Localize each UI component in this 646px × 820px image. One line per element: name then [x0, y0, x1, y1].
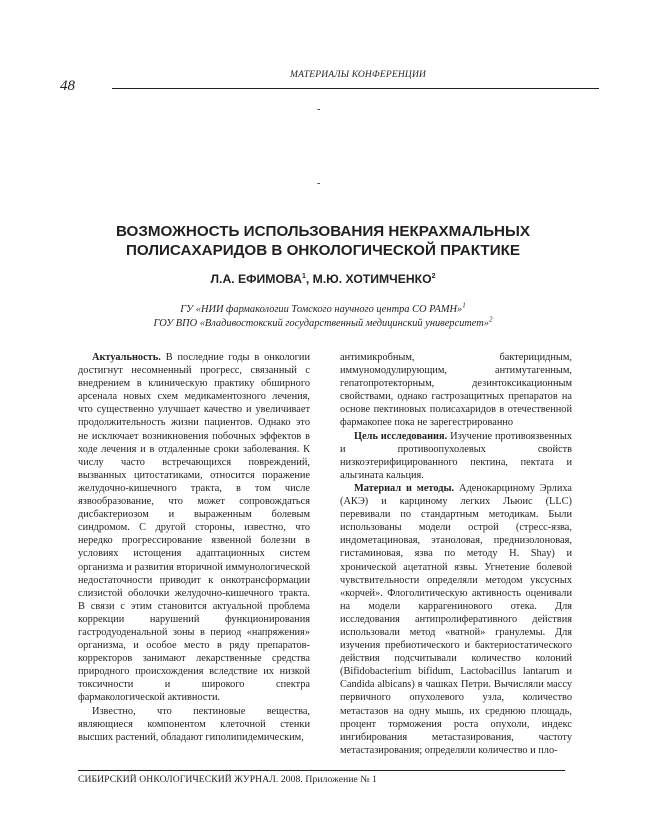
author-name: М.Ю. ХОТИМЧЕНКО	[312, 272, 432, 286]
article-title	[70, 222, 576, 260]
pectin-paragraph-continued: антимикробным, бактерицидным, иммуномодулирующим, антимутагенным, гепатопротекторным, дезинтоксикационным свойствами, однако гастрозащитных препаратов на основе пектиновых полисахаридов в отечественной фармакопее пока не зарегестрированно	[340, 352, 572, 429]
author-affiliation-mark: 2	[431, 272, 436, 280]
stray-dash: -	[317, 104, 321, 115]
paragraph-text: Аденокарциному Эрлиха (АКЭ) и карциному легких Льюис (LLC) перевивали по стандартным методикам. Были использованы модели острой (стресс-язва, индометациновая, этаноловая, преднизолоновая, гистаминовая, язва по методу H. Shay) и хронической ацетатной язвы. Угнетение болевой чувствительности определяли методом уксусных «корчей». Флоголитическую активность оценивали на модели каррагенинового отека. Для исследования антипролиферативного действия использовали метод «ватной» гранулемы. Для изучения пребиотического и бактериостатического действия подсчитывали количество колоний (Bifidobacterium bifidum, Lactobacillus lantarum и Candida albicans) в чашках Петри. Вычисляли массу первичного опухолевого узла, количество метастазов на одну мышь, их среднюю площадь, процент торможения роста опухоли, индекс ингибирования метастазирования, частоту метастазирования; определяли количество и пло-	[340, 482, 572, 756]
journal-footer: СИБИРСКИЙ ОНКОЛОГИЧЕСКИЙ ЖУРНАЛ. 2008. Приложение № 1	[78, 774, 378, 785]
section-heading: Цель исследования.	[354, 430, 448, 442]
affiliation	[70, 303, 576, 317]
paragraph-text: Изучение противоязвенных и противоопухолевых свойств низкоэтерифицированного пектина, пектата и альгината кальция.	[340, 430, 573, 481]
paragraph-text: В последние годы в онкологии достигнут несомненный прогресс, связанный с внедрением в клиническую практику обширного арсенала новых схем медикаментозного лечения, что существенно улучшает качество и увеличивает продолжительность жизни пациентов. Однако это не исключает возникновения побочных эффектов в ходе лечения и в отдаленные сроки заболевания. К числу часто встречающихся повреждений, вызванных цитостатиками, относится поражение желудочно-кишечного тракта, в том числе язвообразование, что может сопровождаться дисбактериозом и выраженным болевым синдромом. С другой стороны, известно, что нередко прогрессирование язвенной болезни в условиях истощения адаптационных систем организма и развития вторичной иммунологической недостаточности приводит к онкотрансформации слизистой оболочки желудочно-кишечного тракта. В связи с этим становится актуальной проблема коррекции нарушений функционирования гастродуоденальной зоны в период «напряжения» организма, и особое место в ряду препаратов-корректоров занимают лекарственные средства природного происхождения вследствие их низкой токсичности и широкого спектра фармакологической активности.	[78, 352, 310, 704]
relevance-paragraph	[78, 351, 310, 705]
author-name: Л.А. ЕФИМОВА	[210, 272, 302, 286]
right-column	[340, 351, 572, 757]
author-separator: ,	[305, 272, 313, 286]
left-column	[78, 351, 310, 744]
pectin-paragraph: Известно, что пектиновые вещества, являющиеся компонентом клеточной стенки высших растений, обладают гиполипидемическим,	[78, 705, 310, 743]
author-list	[70, 272, 576, 286]
affiliation	[70, 317, 576, 331]
affiliation-text: ГУ «НИИ фармакологии Томского научного центра СО РАМН»	[180, 304, 463, 315]
section-heading: Актуальность.	[92, 352, 161, 363]
affiliation-mark: 1	[462, 301, 466, 310]
footer-rule	[78, 770, 565, 771]
title-line: ПОЛИСАХАРИДОВ В ОНКОЛОГИЧЕСКОЙ ПРАКТИКЕ	[125, 242, 521, 259]
author-affiliation-mark: 1	[301, 272, 306, 280]
affiliations	[70, 303, 576, 331]
stray-dash: -	[317, 178, 321, 189]
title-line: ВОЗМОЖНОСТЬ ИСПОЛЬЗОВАНИЯ НЕКРАХМАЛЬНЫХ	[115, 223, 531, 240]
running-header: МАТЕРИАЛЫ КОНФЕРЕНЦИИ	[290, 70, 427, 80]
section-heading: Материал и методы.	[354, 482, 455, 494]
aim-paragraph	[340, 430, 572, 482]
page-number: 48	[60, 78, 75, 94]
affiliation-text: ГОУ ВПО «Владивостокский государственный медицинский университет»	[153, 318, 489, 329]
affiliation-mark: 2	[488, 315, 493, 324]
header-rule	[112, 88, 599, 89]
methods-paragraph	[340, 482, 572, 757]
